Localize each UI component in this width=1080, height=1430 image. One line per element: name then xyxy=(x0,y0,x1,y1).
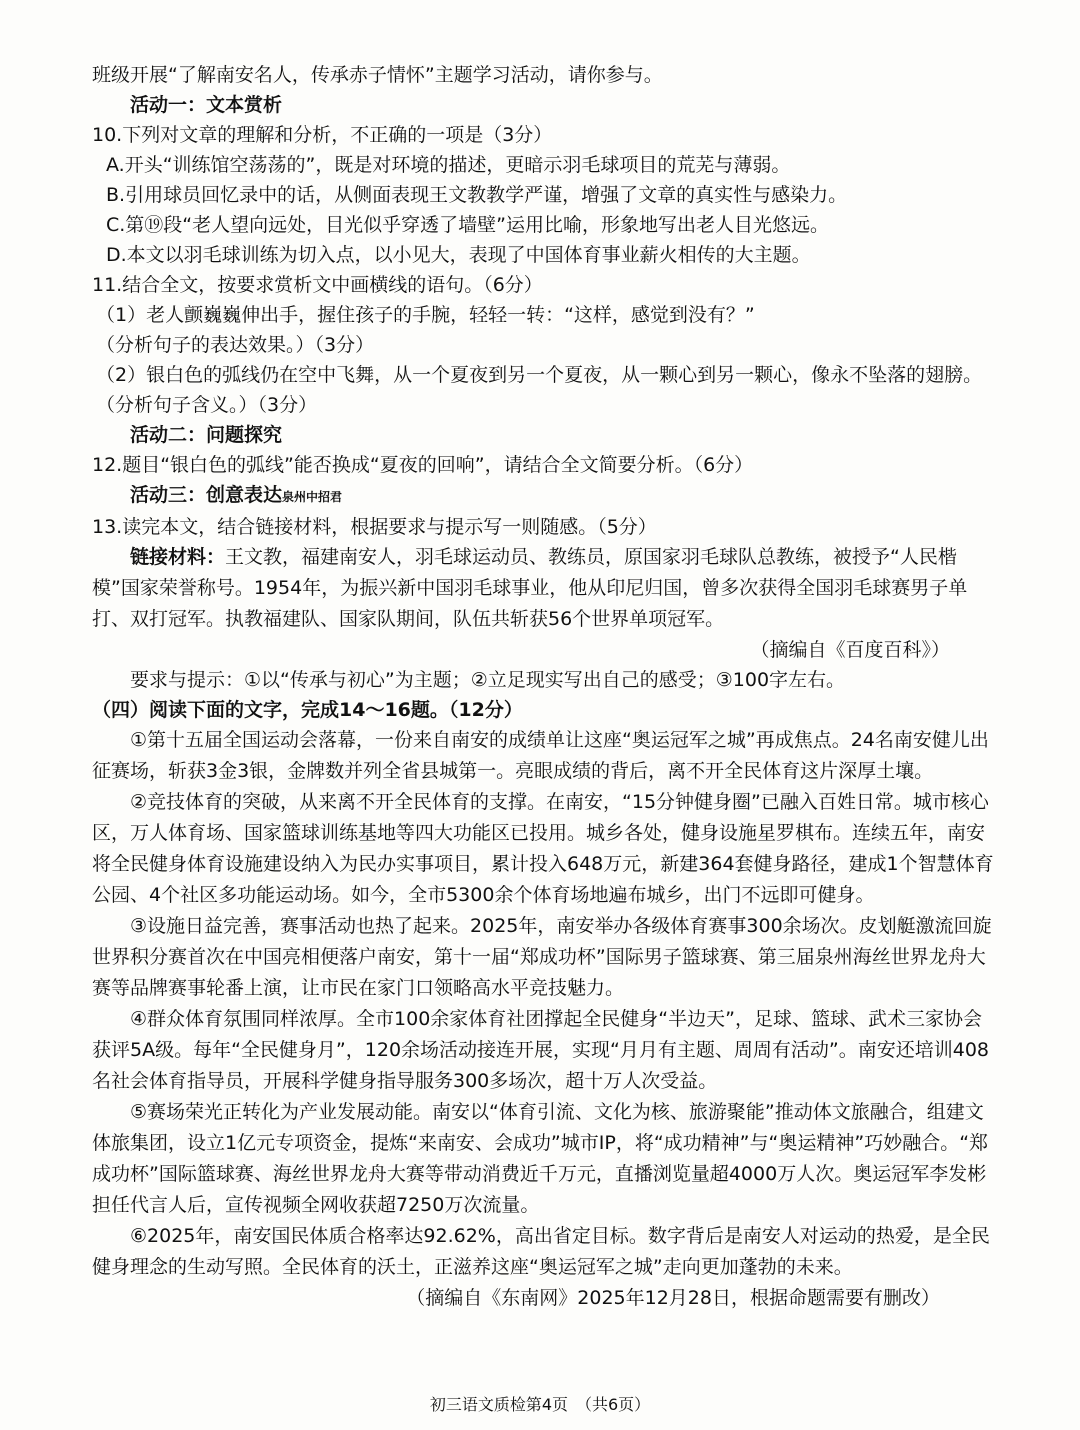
article-paragraph-1: ①第十五届全国运动会落幕，一份来自南安的成绩单让这座“奥运冠军之城”再成焦点。24名南安健儿出征赛场，斩获3金3银，金牌数并列全省县城第一。亮眼成绩的背后，离不开全民体育这片深厚土壤。 xyxy=(92,729,989,782)
question-12: 12.题目“银白色的弧线”能否换成“夏夜的回响”，请结合全文简要分析。（6分） xyxy=(92,454,754,476)
section-four-heading: （四）阅读下面的文字，完成14～16题。（12分） xyxy=(92,699,523,721)
article-paragraph-3: ③设施日益完善，赛事活动也热了起来。2025年，南安举办各级体育赛事300余场次。皮划艇激流回旋世界积分赛首次在中国亮相便落户南安，第十一届“郑成功杯”国际男子篮球赛、第三届泉州海丝世界龙舟大赛等品牌赛事轮番上演，让市民在家门口领略高水平竞技魅力。 xyxy=(92,915,992,999)
question-10-option-d: D.本文以羽毛球训练为切入点，以小见大，表现了中国体育事业薪火相传的大主题。 xyxy=(106,244,811,266)
article-paragraph-2: ②竞技体育的突破，从来离不开全民体育的支撑。在南安，“15分钟健身圈”已融入百姓日常。城市核心区，万人体育场、国家篮球训练基地等四大功能区已投用。城乡各处，健身设施星罗棋布。连续五年，南安将全民健身体育设施建设纳入为民办实事项目，累计投入648万元，新建364套健身路径，建成1个智慧体育公园、4个社区多功能运动场。如今，全市5300余个体育场地遍布城乡，出门不远即可健身。 xyxy=(92,791,994,906)
question-10-option-c: C.第⑲段“老人望向远处，目光似乎穿透了墙壁”运用比喻，形象地写出老人目光悠远。 xyxy=(106,214,829,236)
page-footer: 初三语文质检第4页 （共6页） xyxy=(429,1395,651,1414)
article-source: （摘编自《东南网》2025年12月28日，根据命题需要有删改） xyxy=(406,1287,940,1309)
activity-three-heading xyxy=(92,480,1000,512)
question-13: 13.读完本文，结合链接材料，根据要求与提示写一则随感。（5分） xyxy=(92,516,657,538)
link-material-text: 王文教，福建南安人，羽毛球运动员、教练员，原国家羽毛球队总教练，被授予“人民楷模”国家荣誉称号。1954年，为振兴新中国羽毛球事业，他从印尼归国，曾多次获得全国羽毛球赛男子单打、双打冠军。执教福建队、国家队期间，队伍共斩获56个世界单项冠军。 xyxy=(92,546,968,630)
question-11-stem: 11.结合全文，按要求赏析文中画横线的语句。（6分） xyxy=(92,274,543,296)
question-11-item-2: （2）银白色的弧线仍在空中飞舞，从一个夏夜到另一个夏夜，从一颗心到另一颗心，像永不坠落的翅膀。 xyxy=(96,364,983,386)
article-paragraph-6: ⑥2025年，南安国民体质合格率达92.62%，高出省定目标。数字背后是南安人对运动的热爱，是全民健身理念的生动写照。全民体育的沃土，正滋养这座“奥运冠军之城”走向更加蓬勃的未来。 xyxy=(92,1225,990,1278)
watermark-stamp: 泉州中招君 xyxy=(282,490,343,504)
question-11-item-1: （1）老人颤巍巍伸出手，握住孩子的手腕，轻轻一转：“这样，感觉到没有？” xyxy=(96,304,755,326)
article-paragraph-4: ④群众体育氛围同样浓厚。全市100余家体育社团撑起全民健身“半边天”，足球、篮球、武术三家协会获评5A级。每年“全民健身月”，120余场活动接连开展，实现“月月有主题、周周有活动”。南安还培训408名社会体育指导员，开展科学健身指导服务300多场次，超十万人次受益。 xyxy=(92,1008,989,1092)
question-10-option-a: A.开头“训练馆空荡荡的”，既是对环境的描述，更暗示羽毛球项目的荒芜与薄弱。 xyxy=(106,154,791,176)
activity-one-heading: 活动一：文本赏析 xyxy=(130,94,283,116)
link-material-source: （摘编自《百度百科》） xyxy=(750,639,950,661)
question-11-item-2-note: （分析句子含义。）（3分） xyxy=(96,394,318,416)
writing-requirements: 要求与提示：①以“传承与初心”为主题；②立足现实写出自己的感受；③100字左右。 xyxy=(130,669,846,691)
link-material xyxy=(92,542,1000,635)
intro-text: 班级开展“了解南安名人，传承赤子情怀”主题学习活动，请你参与。 xyxy=(92,64,663,86)
question-10-option-b: B.引用球员回忆录中的话，从侧面表现王文教教学严谨，增强了文章的真实性与感染力。 xyxy=(106,184,848,206)
article-paragraph-5: ⑤赛场荣光正转化为产业发展动能。南安以“体育引流、文化为核、旅游聚能”推动体文旅融合，组建文体旅集团，设立1亿元专项资金，提炼“来南安、会成功”城市IP，将“成功精神”与“奥运精神”巧妙融合。“郑成功杯”国际篮球赛、海丝世界龙舟大赛等带动消费近千万元，直播浏览量超4000万人次。奥运冠军李发彬担任代言人后，宣传视频全网收获超7250万次流量。 xyxy=(92,1101,989,1216)
activity-two-heading: 活动二：问题探究 xyxy=(130,424,283,446)
link-material-label: 链接材料： xyxy=(130,546,226,568)
question-11-item-1-note: （分析句子的表达效果。）（3分） xyxy=(96,334,375,356)
question-10-stem: 10.下列对文章的理解和分析，不正确的一项是（3分） xyxy=(92,124,553,146)
activity-three-title: 活动三：创意表达 xyxy=(130,484,283,506)
